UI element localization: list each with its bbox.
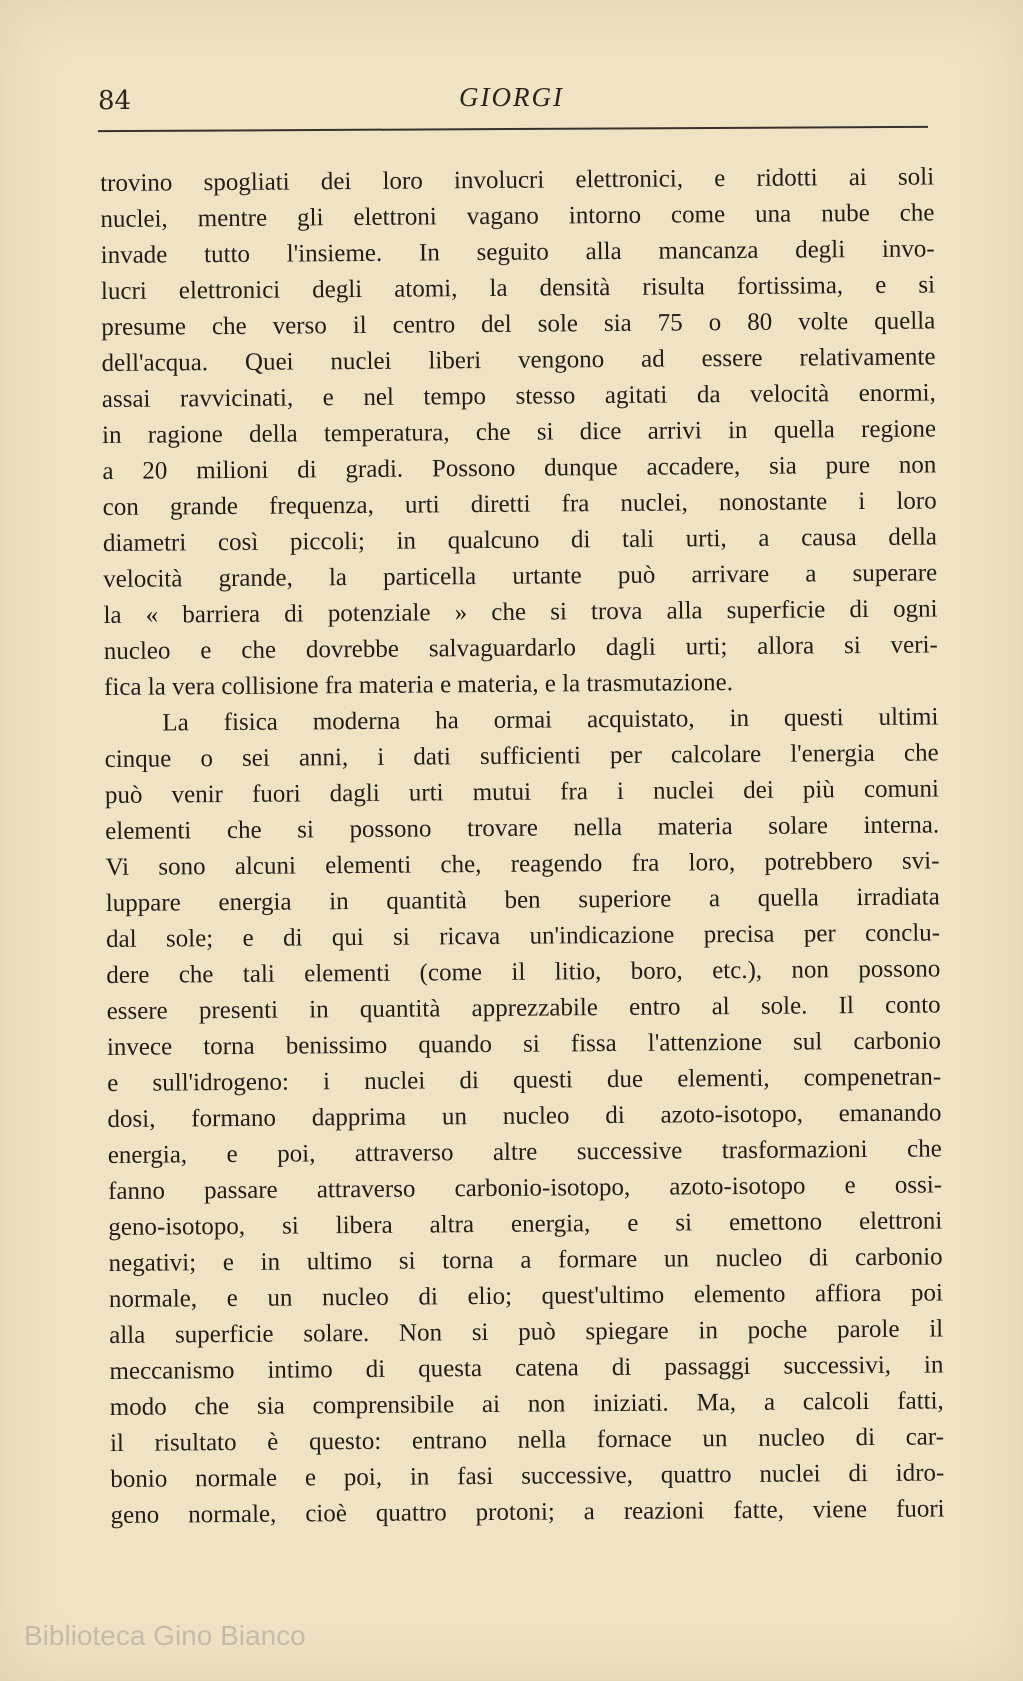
text-line: in ragione della temperatura, che si dice arrivi in quella regione <box>102 415 937 449</box>
text-line: meccanismo intimo di questa catena di passaggi successivi, in <box>109 1351 944 1385</box>
text-line: la « barriera di potenziale » che si trova alla superficie di ogni <box>103 595 938 629</box>
text-line: e sull'idrogeno: i nuclei di questi due elementi, compenetran- <box>107 1063 942 1097</box>
text-line: dere che tali elementi (come il litio, boro, etc.), non possono <box>106 955 941 989</box>
text-line: con grande frequenza, urti diretti fra nuclei, nonostante i loro <box>102 487 937 521</box>
text-line: dosi, formano dapprima un nucleo di azoto-isotopo, emanando <box>107 1099 942 1133</box>
text-line: il risultato è questo: entrano nella fornace un nucleo di car- <box>109 1423 945 1457</box>
text-line: invade tutto l'insieme. In seguito alla mancanza degli invo- <box>100 235 935 269</box>
text-line: cinque o sei anni, i dati sufficienti per calcolare l'energia che <box>104 739 939 773</box>
page-header <box>0 0 1023 150</box>
body-text <box>100 159 945 1534</box>
text-line: normale, e un nucleo di elio; quest'ultimo elemento affiora poi <box>108 1279 943 1313</box>
text-line: dal sole; e di qui si ricava un'indicazione precisa per conclu- <box>105 919 941 953</box>
text-line: velocità grande, la particella urtante può arrivare a superare <box>103 559 938 593</box>
text-line: negativi; e in ultimo si torna a formare un nucleo di carbonio <box>108 1243 943 1277</box>
text-line: invece torna benissimo quando si fissa l'attenzione sul carbonio <box>106 1027 942 1061</box>
text-line: luppare energia in quantità ben superiore a quella irradiata <box>105 883 940 917</box>
text-line: geno-isotopo, si libera altra energia, e si emettono elettroni <box>108 1207 943 1241</box>
text-line: presume che verso il centro del sole sia 75 o 80 volte quella <box>101 307 936 341</box>
text-line: elementi che si possono trovare nella materia solare interna. <box>105 811 940 845</box>
running-head: GIORGI <box>459 82 564 112</box>
text-line: Vi sono alcuni elementi che, reagendo fra loro, potrebbero svi- <box>105 847 940 881</box>
text-line: modo che sia comprensibile ai non iniziati. Ma, a calcoli fatti, <box>109 1387 944 1421</box>
text-line: assai ravvicinati, e nel tempo stesso agitati da velocità enormi, <box>101 379 936 413</box>
text-line: fica la vera collisione fra materia e materia, e la trasmutazione. <box>103 669 734 701</box>
text-line: nuclei, mentre gli elettroni vagano intorno come una nube che <box>100 199 935 233</box>
text-line: nucleo e che dovrebbe salvaguardarlo dagli urti; allora si veri- <box>103 631 938 665</box>
text-line: fanno passare attraverso carbonio-isotopo, azoto-isotopo e ossi- <box>107 1171 943 1205</box>
text-line: diametri così piccoli; in qualcuno di tali urti, a causa della <box>102 523 938 557</box>
library-watermark: Biblioteca Gino Bianco <box>24 1620 306 1651</box>
text-line: bonio normale e poi, in fasi successive, quattro nuclei di idro- <box>110 1459 945 1493</box>
header-rule <box>98 126 928 132</box>
text-line: geno normale, cioè quattro protoni; a reazioni fatte, viene fuori <box>110 1495 945 1529</box>
page-number: 84 <box>98 86 132 116</box>
text-line: energia, e poi, attraverso altre successive trasformazioni che <box>107 1135 942 1169</box>
text-line: a 20 milioni di gradi. Possono dunque accadere, sia pure non <box>102 451 937 485</box>
text-line: trovino spogliati dei loro involucri elettronici, e ridotti ai soli <box>100 163 935 197</box>
text-line: dell'acqua. Quei nuclei liberi vengono ad essere relativamente <box>101 343 936 377</box>
text-line: essere presenti in quantità apprezzabile entro al sole. Il conto <box>106 991 941 1025</box>
text-line: lucri elettronici degli atomi, la densità risulta fortissima, e si <box>100 271 936 305</box>
text-line: può venir fuori dagli urti mutui fra i nuclei dei più comuni <box>104 775 940 809</box>
text-line: La fisica moderna ha ormai acquistato, in questi ultimi <box>162 703 939 737</box>
text-line: alla superficie solare. Non si può spiegare in poche parole il <box>109 1315 944 1349</box>
